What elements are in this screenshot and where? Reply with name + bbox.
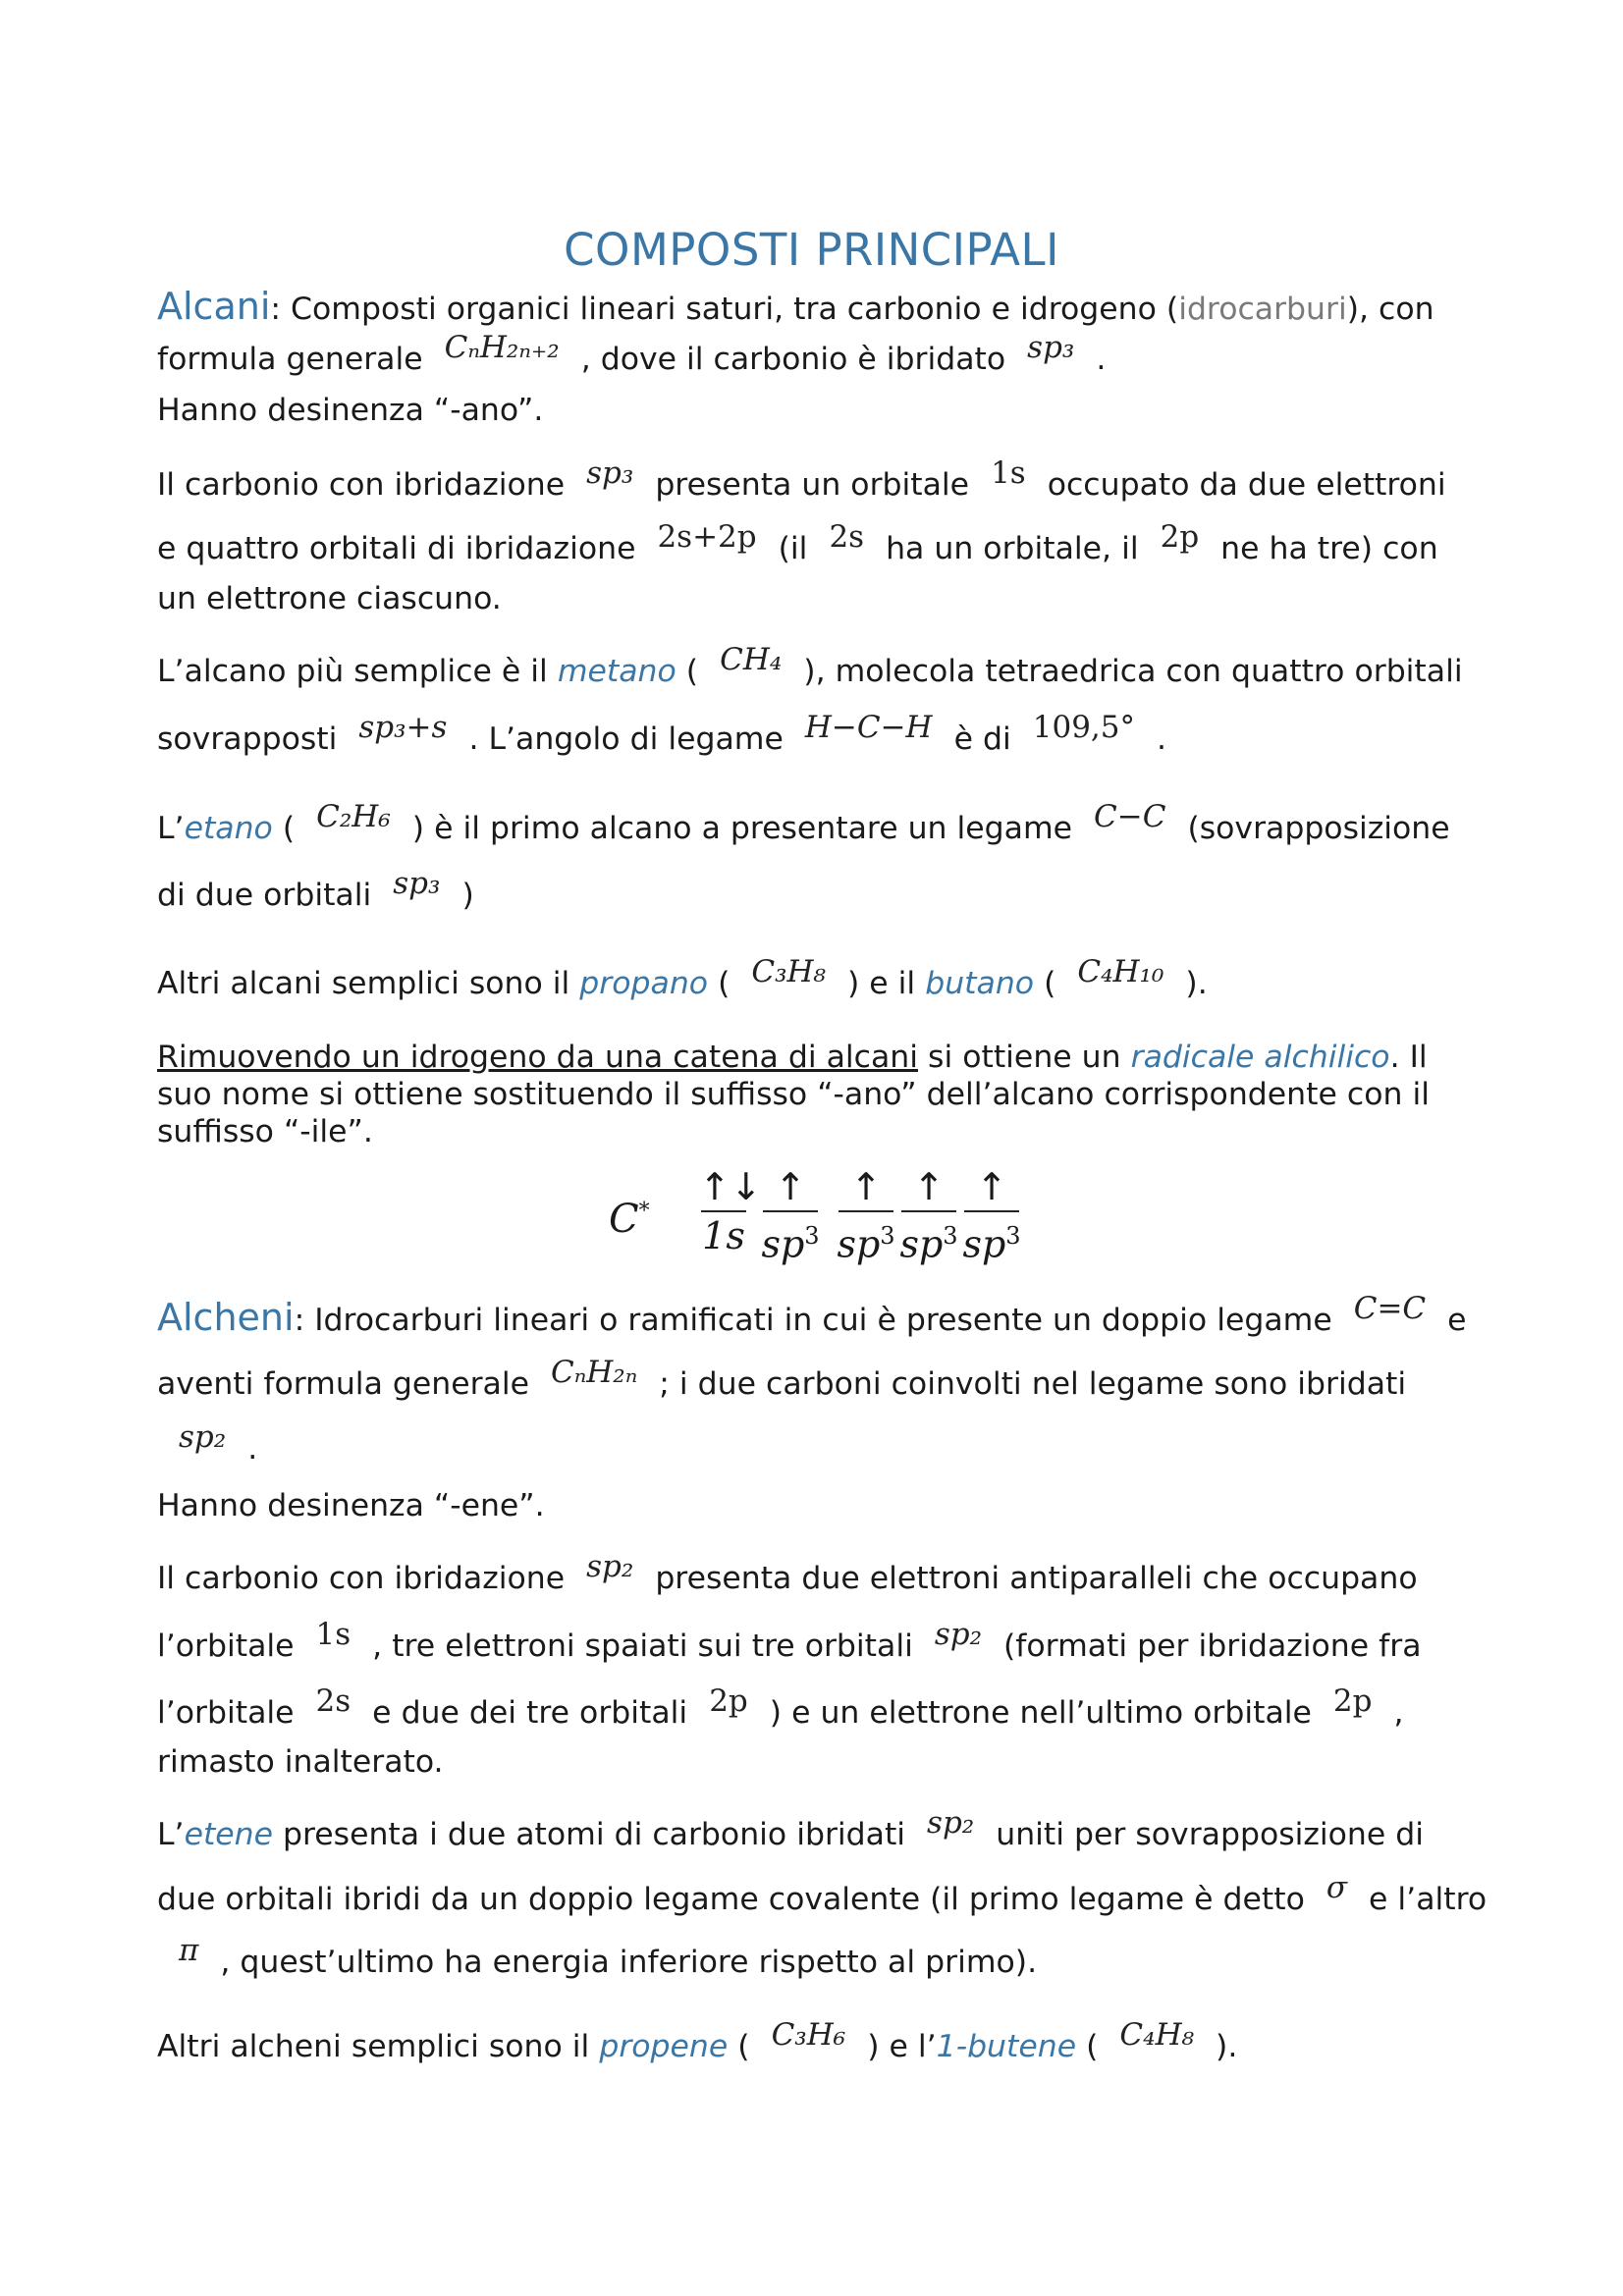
term-propano: propano [579, 966, 709, 1001]
config-atom: C* [609, 1197, 650, 1242]
orbital-box-sp3: ↑ $sp^3$ [761, 1165, 820, 1266]
formula-1s: 1s [991, 455, 1026, 491]
alcheni-p2-line-3: l’orbitale 2s e due dei tre orbitali 2p ) e un elettrone nell’ultimo orbitale 2p , [157, 1683, 1404, 1731]
formula-sp2: sp₂ [179, 1419, 227, 1455]
term-etano: etano [184, 811, 273, 846]
formula-2s: 2s [315, 1683, 352, 1719]
formula-c3h8: C₃H₈ [751, 954, 826, 989]
alcheni-line-3: sp₂ . [179, 1419, 258, 1467]
formula-sp2: sp₂ [927, 1805, 975, 1841]
formula-c2h6: C₂H₆ [316, 799, 391, 834]
formula-2s: 2s [829, 519, 865, 555]
underlined-phrase: Rimuovendo un idrogeno da una catena di alcani [157, 1040, 919, 1075]
formula-2p: 2p [709, 1683, 748, 1719]
alcani-p5-line-1: Altri alcani semplici sono il propano ( C₃H₈ ) e il butano ( C₄H₁₀ ). [157, 954, 1208, 1001]
alcheni-p3-line-1: L’etene presenta i due atomi di carbonio ibridati sp₂ uniti per sovrapposizione di [157, 1805, 1425, 1852]
alcani-p4-line-1: L’etano ( C₂H₆ ) è il primo alcano a presentare un legame C−C (sovrapposizione [157, 799, 1450, 846]
alcheni-p2-line-2: l’orbitale 1s , tre elettroni spaiati sui tre orbitali sp₂ (formati per ibridazione fra [157, 1617, 1422, 1664]
alcheni-p2-line-1: Il carbonio con ibridazione sp₂ presenta due elettroni antiparalleli che occupano [157, 1549, 1418, 1596]
term-butano: butano [925, 966, 1035, 1001]
formula-sp2: sp₂ [586, 1549, 634, 1584]
formula-sp2: sp₂ [934, 1617, 983, 1652]
formula-hch: H−C−H [804, 710, 933, 745]
alcani-p3-line-1: L’alcano più semplice è il metano ( CH₄ ), molecola tetraedrica con quattro orbitali [157, 642, 1463, 689]
alcheni-heading: Alcheni [157, 1296, 295, 1339]
formula-sp3s: sp₃+s [358, 710, 448, 745]
term-metano: metano [557, 654, 676, 689]
formula-sigma: σ [1325, 1870, 1348, 1905]
formula-c4h10: C₄H₁₀ [1077, 954, 1164, 989]
page-title: COMPOSTI PRINCIPALI [564, 224, 1059, 276]
formula-c3h6: C₃H₆ [771, 2017, 846, 2053]
alcani-line-3: Hanno desinenza “-ano”. [157, 393, 544, 428]
formula-angle: 109,5° [1032, 710, 1135, 745]
formula-sp3: sp₃ [1027, 330, 1075, 365]
alcheni-p4-line-1: Altri alcheni semplici sono il propene ( C₃H₆ ) e l’1-butene ( C₄H₈ ). [157, 2017, 1238, 2064]
term-idrocarburi: idrocarburi [1178, 292, 1347, 327]
formula-sp3: sp₃ [393, 866, 441, 901]
alcani-p2-line-2: e quattro orbitali di ibridazione 2s+2p (il 2s ha un orbitale, il 2p ne ha tre) con [157, 519, 1438, 566]
alcheni-p3-line-3: π , quest’ultimo ha energia inferiore rispetto al primo). [179, 1933, 1038, 1980]
formula-1s: 1s [315, 1617, 352, 1652]
term-etene: etene [184, 1817, 274, 1852]
formula-c-double-c: C=C [1353, 1291, 1427, 1326]
alcani-p2-line-3: un elettrone ciascuno. [157, 581, 502, 616]
formula-2p: 2p [1332, 1683, 1373, 1719]
term-radicale-alchilico: radicale alchilico [1130, 1040, 1390, 1075]
alcheni-p2-line-4: rimasto inalterato. [157, 1744, 444, 1780]
alcani-heading: Alcani [157, 285, 271, 328]
formula-cnh2n2: CₙH₂ₙ₊₂ [444, 330, 560, 365]
alcani-line-2: formula generale CₙH₂ₙ₊₂ , dove il carbonio è ibridato sp₃ . [157, 330, 1107, 377]
formula-pi: π [179, 1933, 199, 1968]
formula-cc: C−C [1094, 799, 1166, 834]
term-1-butene: 1-butene [936, 2029, 1077, 2064]
orbital-box-sp3: ↑ $sp^3$ [962, 1165, 1021, 1266]
alcani-p4-line-2: di due orbitali sp₃ ) [157, 866, 474, 913]
formula-2s2p: 2s+2p [657, 519, 757, 555]
formula-2p: 2p [1160, 519, 1200, 555]
formula-cnh2n: CₙH₂ₙ [550, 1355, 638, 1390]
orbital-box-1s: ↑↓ 1s [699, 1165, 762, 1257]
alcheni-line-4: Hanno desinenza “-ene”. [157, 1488, 545, 1523]
alcheni-p3-line-2: due orbitali ibridi da un doppio legame covalente (il primo legame è detto σ e l’altro [157, 1870, 1488, 1917]
alcani-line-1: Alcani: Composti organici lineari saturi, tra carbonio e idrogeno (idrocarburi), con [157, 285, 1434, 328]
alcheni-line-2: aventi formula generale CₙH₂ₙ ; i due carboni coinvolti nel legame sono ibridati [157, 1355, 1407, 1402]
term-propene: propene [599, 2029, 729, 2064]
formula-c4h8: C₄H₈ [1119, 2017, 1195, 2053]
formula-sp3: sp₃ [586, 455, 634, 491]
orbital-box-sp3: ↑ $sp^3$ [899, 1165, 958, 1266]
formula-ch4: CH₄ [720, 642, 783, 677]
alcheni-line-1: Alcheni: Idrocarburi lineari o ramificati in cui è presente un doppio legame C=C e [157, 1291, 1467, 1339]
alcani-p2-line-1: Il carbonio con ibridazione sp₃ presenta un orbitale 1s occupato da due elettroni [157, 455, 1446, 503]
alcani-p6: Rimuovendo un idrogeno da una catena di alcani si ottiene un radicale alchilico. Il suo nome si ottiene sostituendo il suffisso “-ano” dell’alcano corrispondente con il suffisso “-ile”. [157, 1040, 1430, 1149]
orbital-box-sp3: ↑ $sp^3$ [837, 1165, 895, 1266]
alcani-p3-line-2: sovrapposti sp₃+s . L’angolo di legame H−C−H è di 109,5° . [157, 710, 1167, 757]
